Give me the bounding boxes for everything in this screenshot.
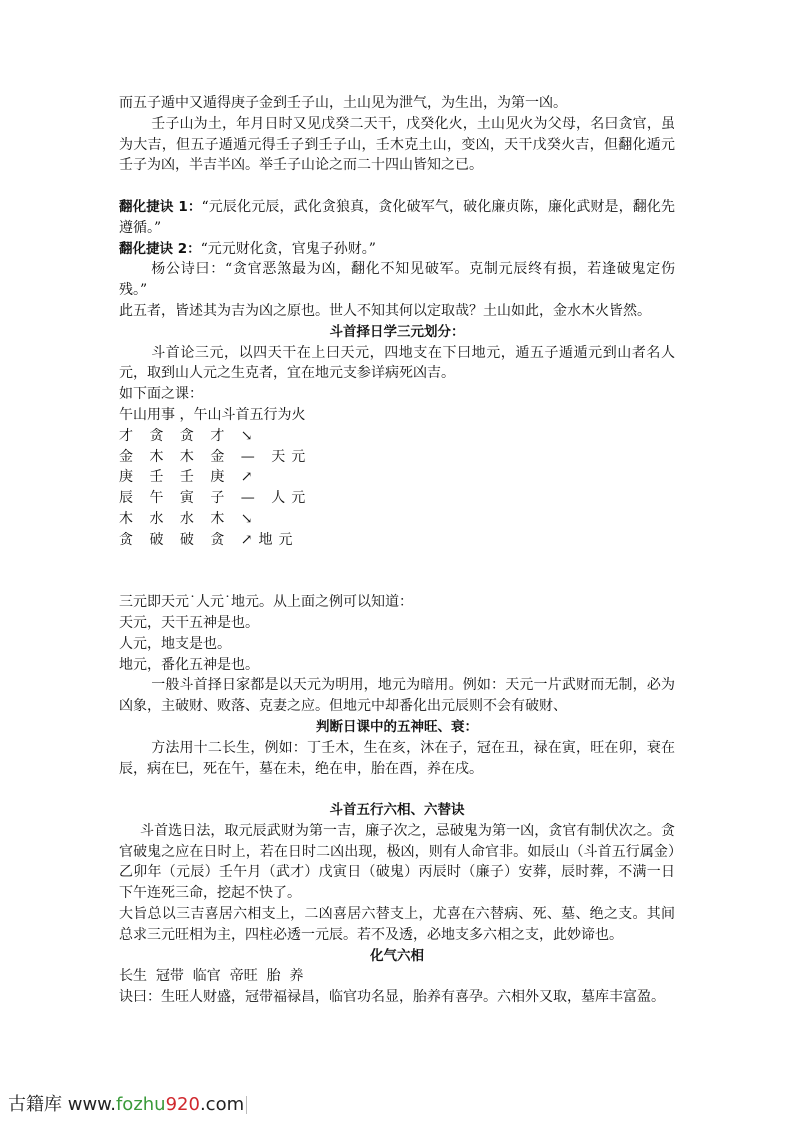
watermark-logo xyxy=(8,1090,247,1116)
section-heading: 斗首五行六相、六替诀 xyxy=(329,802,465,819)
grid-row: 木 水 水 木 ↘ xyxy=(119,510,259,527)
document-page xyxy=(119,93,675,1008)
url-suffix: .com xyxy=(199,1094,245,1115)
paragraph: 壬子山为土，年月日时又见戊癸二天干，戊癸化火，土山见火为父母，名曰贪官，虽为大吉，但五子遁遁元得壬子到壬子山，壬木克土山，变凶，天干戊癸火吉，但翻化遁元壬子为凶，半吉半凶。举壬子山论之而二十四山皆知之已。 xyxy=(119,115,675,174)
section-heading: 化气六相 xyxy=(370,947,424,964)
divider xyxy=(246,1096,247,1114)
paragraph: 三元即天元˙人元˙地元。从上面之例可以知道： xyxy=(119,594,413,611)
url-green: fozhu xyxy=(115,1094,166,1115)
spacer xyxy=(119,176,675,197)
paragraph: 人元，地支是也。 xyxy=(119,635,231,652)
paragraph: 斗首论三元，以四天干在上曰天元，四地支在下曰地元，遁五子遁遁元到山者名人元，取到山人元之生克者，宜在地元支参详病死凶吉。 xyxy=(119,344,675,382)
paragraph: 长生 冠带 临官 帝旺 胎 养 xyxy=(119,968,304,985)
section-heading: 判断日课中的五神旺、衰： xyxy=(316,718,478,735)
formula-text: “元辰化元辰，武化贪狼真，贪化破军气，破化廉贞陈，廉化武财是，翻化先遵循。” xyxy=(119,198,676,236)
url-prefix: www. xyxy=(67,1094,116,1115)
paragraph: 午山用事 ，午山斗首五行为火 xyxy=(119,406,306,423)
paragraph: 天元，天干五神是也。 xyxy=(119,614,259,631)
brand-name: 古籍库 xyxy=(8,1094,62,1115)
paragraph: 地元，番化五神是也。 xyxy=(119,656,259,673)
paragraph: 而五子遁中又遁得庚子金到壬子山，土山见为泄气，为生出，为第一凶。 xyxy=(119,95,567,111)
section-heading: 斗首择日学三元划分： xyxy=(329,323,465,340)
formula-2 xyxy=(119,239,675,260)
grid-row: 辰 午 寅 子 — 人元 xyxy=(119,490,312,507)
paragraph: 斗首选日法，取元辰武财为第一吉，廉子次之，忌破鬼为第一凶，贪官有制伏次之。贪官破鬼之应在日时上，若在日时二凶出现，极凶，则有人命官非。如辰山（斗首五行属金）乙卯年（元辰）壬午月（武才）戊寅日（破鬼）丙辰时（廉子）安葬，辰时葬，不满一日下午连死三命，挖起不快了。 xyxy=(119,822,675,902)
poem: 杨公诗曰：“贪官恶煞最为凶，翻化不知见破军。克制元辰终有损，若逢破鬼定伤残。” xyxy=(119,261,675,299)
paragraph: 诀曰：生旺人财盛，冠带福禄昌，临官功名显，胎养有喜孕。六相外又取，墓库丰富盈。 xyxy=(119,989,665,1006)
site-url xyxy=(68,1094,244,1115)
grid-row: 金 木 木 金 — 天元 xyxy=(119,448,312,465)
paragraph: 如下面之课： xyxy=(119,386,203,403)
paragraph: 一般斗首择日家都是以天元为明用，地元为暗用。例如：天元一片武财而无制，必为凶象，主破财、败落、克妻之应。但地元中却番化出元辰则不会有破财、 xyxy=(119,677,675,715)
formula-1 xyxy=(119,197,675,239)
spacer xyxy=(119,779,675,800)
grid-row: 才 贪 贪 才 ↘ xyxy=(119,427,259,444)
grid-row: 贪 破 破 贪 ↗地元 xyxy=(119,531,299,548)
grid-row: 庚 壬 壬 庚 ↗ xyxy=(119,469,259,486)
paragraph: 方法用十二长生，例如：丁壬木，生在亥，沐在子，冠在丑，禄在寅，旺在卯，衰在辰，病在巳，死在午，墓在未，绝在申，胎在酉，养在戌。 xyxy=(119,739,675,777)
formula-label: 翻化捷诀 2： xyxy=(119,240,201,257)
formula-text: “元元财化贪，官鬼子孙财。” xyxy=(200,240,376,257)
spacer xyxy=(119,551,675,593)
paragraph: 大旨总以三吉喜居六相支上，二凶喜居六替支上，尤喜在六替病、死、墓、绝之支。其间总求三元旺相为主，四柱必透一元辰。若不及透，必地支多六相之支，此妙谛也。 xyxy=(119,906,675,943)
url-red: 920 xyxy=(165,1094,200,1115)
paragraph: 此五者，皆述其为吉为凶之原也。世人不知其何以定取哉？土山如此，金水木火皆然。 xyxy=(119,302,651,319)
formula-label: 翻化捷诀 1： xyxy=(119,198,202,215)
